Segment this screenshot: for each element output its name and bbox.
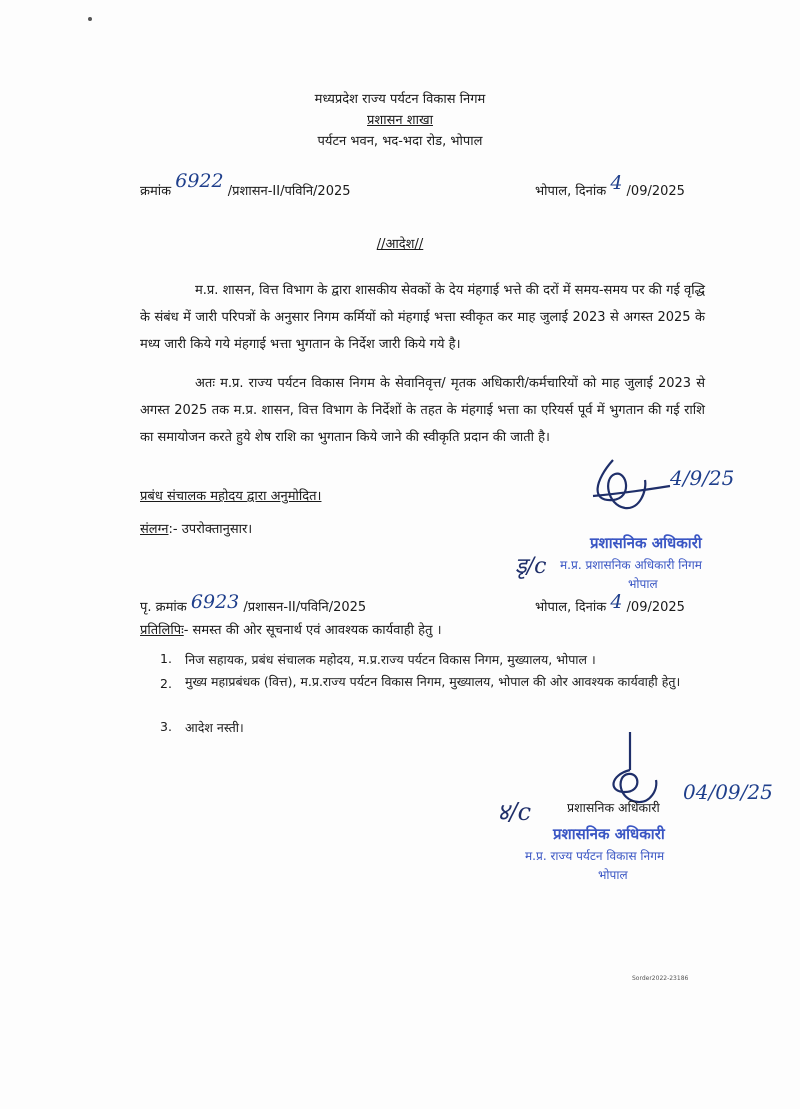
- order-paragraph-1: म.प्र. शासन, वित्त विभाग के द्वारा शासकीय सेवकों के देय मंहगाई भत्ते की दरों में समय-समय पर की गई वृद्धि के संबंध में जारी परिपत्रों के अनुसार निगम कर्मियों को मंहगाई भत्ता स्वीकृत कर माह जुलाई 2023 से अगस्त 2025 के मध्य जारी किये गये मंहगाई भत्ता भुगतान के निर्देश जारी किये गये है।: [140, 283, 705, 352]
- copy-number-line: [140, 591, 367, 616]
- copy-date-suffix: /09/2025: [626, 600, 685, 615]
- stamp-2-title: प्रशासनिक अधिकारी: [553, 825, 665, 843]
- order-date-line: [535, 172, 685, 200]
- scan-speck: [88, 17, 92, 21]
- copy-item-3: आदेश नस्ती।: [185, 720, 244, 735]
- stamp-1-city: भोपाल: [628, 577, 658, 591]
- printed-officer-title: प्रशासनिक अधिकारी: [567, 800, 660, 815]
- order-number-line: [140, 170, 351, 200]
- order-paragraph-2: अतः म.प्र. राज्य पर्यटन विकास निगम के सेवानिवृत्त/ मृतक अधिकारी/कर्मचारियों को माह जुलाई 2023 से अगस्त 2025 तक म.प्र. शासन, वित्त विभाग के निर्देशों के तहत के मंहगाई भत्ता का एरियर्स पूर्व में भुगतान की गई राशि का समायोजन करते हुये शेष राशि का भुगतान किये जाने की स्वीकृति प्रदान की जाती है।: [140, 376, 705, 445]
- pratilipi-line: [140, 620, 442, 638]
- signature-1-date: 4/9/25: [670, 466, 735, 490]
- date-suffix: /09/2025: [626, 184, 685, 199]
- date-handwritten: 4: [610, 172, 623, 194]
- footer-code: Sorder2022-23186: [632, 975, 689, 982]
- org-name: मध्यप्रदेश राज्य पर्यटन विकास निगम: [314, 92, 486, 107]
- copy-date-line: [535, 591, 685, 616]
- pratilipi-text: - समस्त की ओर सूचनार्थ एवं आवश्यक कार्यवाही हेतु ।: [183, 623, 442, 638]
- copy-date-label: भोपाल, दिनांक: [535, 600, 607, 615]
- copy-item-number-1: 1.: [160, 651, 172, 666]
- stamp-2-org: म.प्र. राज्य पर्यटन विकास निगम: [525, 849, 665, 863]
- copy-kramank-handwritten: 6923: [190, 591, 240, 613]
- date-label: भोपाल, दिनांक: [535, 184, 607, 199]
- org-address: पर्यटन भवन, भद-भदा रोड, भोपाल: [317, 134, 483, 149]
- copy-item-number-3: 3.: [160, 719, 172, 734]
- copy-item-number-2: 2.: [160, 676, 172, 691]
- stamp-2-city: भोपाल: [598, 868, 628, 882]
- enclosure-line: [140, 519, 252, 537]
- approval-line: प्रबंध संचालक महोदय द्वारा अनुमोदित।: [140, 489, 322, 504]
- copy-item-2: मुख्य महाप्रबंधक (वित्त), म.प्र.राज्य पर्यटन विकास निगम, मुख्यालय, भोपाल की ओर आवश्यक कार्यवाही हेतु।: [185, 674, 681, 689]
- signature-2: [600, 730, 670, 810]
- signature-2-date: 04/09/25: [683, 780, 773, 804]
- copy-kramank-label: पृ. क्रमांक: [140, 600, 187, 615]
- order-title: //आदेश//: [376, 237, 424, 252]
- branch-name: प्रशासन शाखा: [367, 113, 433, 128]
- enclosure-text: :- उपरोक्तानुसार।: [168, 522, 253, 537]
- pratilipi-label: प्रतिलिपिः: [140, 623, 184, 638]
- initials-1: डृ/c: [515, 554, 547, 579]
- signature-1: [585, 450, 675, 520]
- kramank-suffix: /प्रशासन-II/पविनि/2025: [227, 184, 351, 199]
- kramank-label: क्रमांक: [140, 184, 172, 199]
- copy-date-handwritten: 4: [610, 591, 623, 613]
- enclosure-label: संलग्न: [140, 522, 169, 537]
- initials-2: ४/c: [497, 798, 532, 826]
- stamp-1-org: म.प्र. प्रशासनिक अधिकारी निगम: [560, 558, 702, 572]
- kramank-handwritten: 6922: [175, 170, 224, 192]
- copy-kramank-suffix: /प्रशासन-II/पविनि/2025: [243, 600, 367, 615]
- copy-item-1: निज सहायक, प्रबंध संचालक महोदय, म.प्र.राज्य पर्यटन विकास निगम, मुख्यालय, भोपाल ।: [185, 652, 596, 667]
- stamp-1-title: प्रशासनिक अधिकारी: [590, 534, 702, 552]
